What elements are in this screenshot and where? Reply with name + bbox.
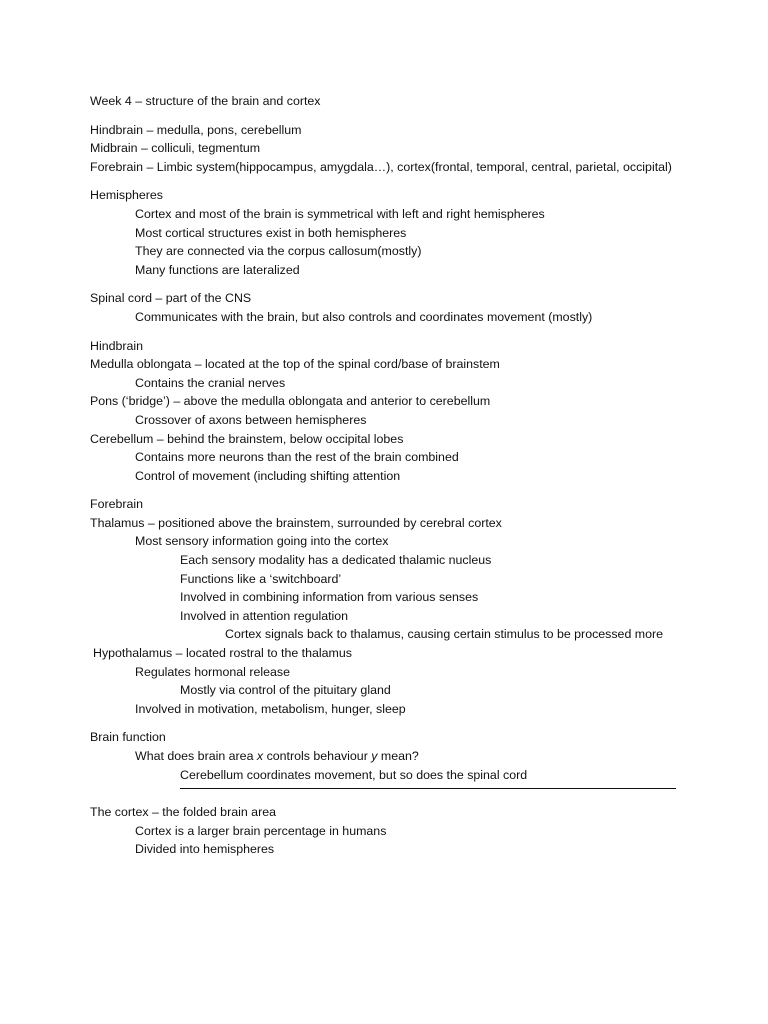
thalamus-subsubitem: Cortex signals back to thalamus, causing certain stimulus to be processed more bbox=[225, 627, 664, 642]
question-variable-y: y bbox=[371, 749, 378, 763]
spinal-cord-heading: Spinal cord – part of the CNS bbox=[90, 291, 252, 306]
thalamus-item: Most sensory information going into the cortex bbox=[135, 534, 389, 549]
hypothalamus-item: Involved in motivation, metabolism, hunger, sleep bbox=[135, 701, 406, 716]
document-title: Week 4 – structure of the brain and cortex bbox=[90, 94, 321, 108]
cortex-item: Divided into hemispheres bbox=[135, 842, 275, 857]
spinal-cord-item: Communicates with the brain, but also controls and coordinates movement (mostly) bbox=[135, 309, 593, 324]
question-text: controls behaviour bbox=[263, 749, 372, 763]
medulla-item: Contains the cranial nerves bbox=[135, 375, 286, 390]
thalamus-subitem: Involved in combining information from various senses bbox=[180, 590, 479, 605]
cortex-heading: The cortex – the folded brain area bbox=[90, 805, 276, 820]
cerebellum-line: Cerebellum – behind the brainstem, below occipital lobes bbox=[90, 431, 404, 446]
hemispheres-heading: Hemispheres bbox=[90, 188, 163, 203]
hemispheres-item: Most cortical structures exist in both hemispheres bbox=[135, 225, 407, 240]
cerebellum-item: Contains more neurons than the rest of the brain combined bbox=[135, 450, 459, 465]
question-variable-x: x bbox=[256, 749, 264, 763]
thalamus-subitem: Involved in attention regulation bbox=[180, 608, 349, 623]
question-text: What does brain area bbox=[135, 749, 257, 763]
thalamus-subitem: Functions like a ‘switchboard’ bbox=[180, 571, 342, 586]
medulla-line: Medulla oblongata – located at the top of the spinal cord/base of brainstem bbox=[90, 357, 500, 372]
brain-function-subitem: Cerebellum coordinates movement, but so does the spinal cord bbox=[180, 767, 528, 782]
document-body bbox=[90, 92, 710, 859]
hypothalamus-line: Hypothalamus – located rostral to the thalamus bbox=[93, 646, 352, 661]
pons-item: Crossover of axons between hemispheres bbox=[135, 412, 367, 427]
hemispheres-item: Many functions are lateralized bbox=[135, 262, 300, 277]
brain-function-heading: Brain function bbox=[90, 730, 166, 745]
hypothalamus-subitem: Mostly via control of the pituitary gland bbox=[180, 683, 391, 698]
thalamus-line: Thalamus – positioned above the brainstem, surrounded by cerebral cortex bbox=[90, 515, 502, 530]
hypothalamus-item: Regulates hormonal release bbox=[135, 664, 290, 679]
hemispheres-item: They are connected via the corpus callosum(mostly) bbox=[135, 244, 422, 259]
cerebellum-item: Control of movement (including shifting attention bbox=[135, 468, 401, 483]
pons-line: Pons (‘bridge’) – above the medulla oblongata and anterior to cerebellum bbox=[90, 394, 491, 409]
question-text: mean? bbox=[377, 749, 419, 763]
thalamus-subitem: Each sensory modality has a dedicated thalamic nucleus bbox=[180, 553, 492, 568]
overview-forebrain: Forebrain – Limbic system(hippocampus, amygdala…), cortex(frontal, temporal, central, parietal, occipital) bbox=[90, 159, 672, 174]
overview-hindbrain: Hindbrain – medulla, pons, cerebellum bbox=[90, 122, 302, 137]
brain-function-question bbox=[90, 747, 710, 766]
hindbrain-heading: Hindbrain bbox=[90, 338, 144, 353]
cortex-item: Cortex is a larger brain percentage in humans bbox=[135, 823, 387, 838]
hemispheres-item: Cortex and most of the brain is symmetrical with left and right hemispheres bbox=[135, 206, 545, 221]
overview-midbrain: Midbrain – colliculi, tegmentum bbox=[90, 141, 261, 156]
forebrain-heading: Forebrain bbox=[90, 497, 144, 512]
